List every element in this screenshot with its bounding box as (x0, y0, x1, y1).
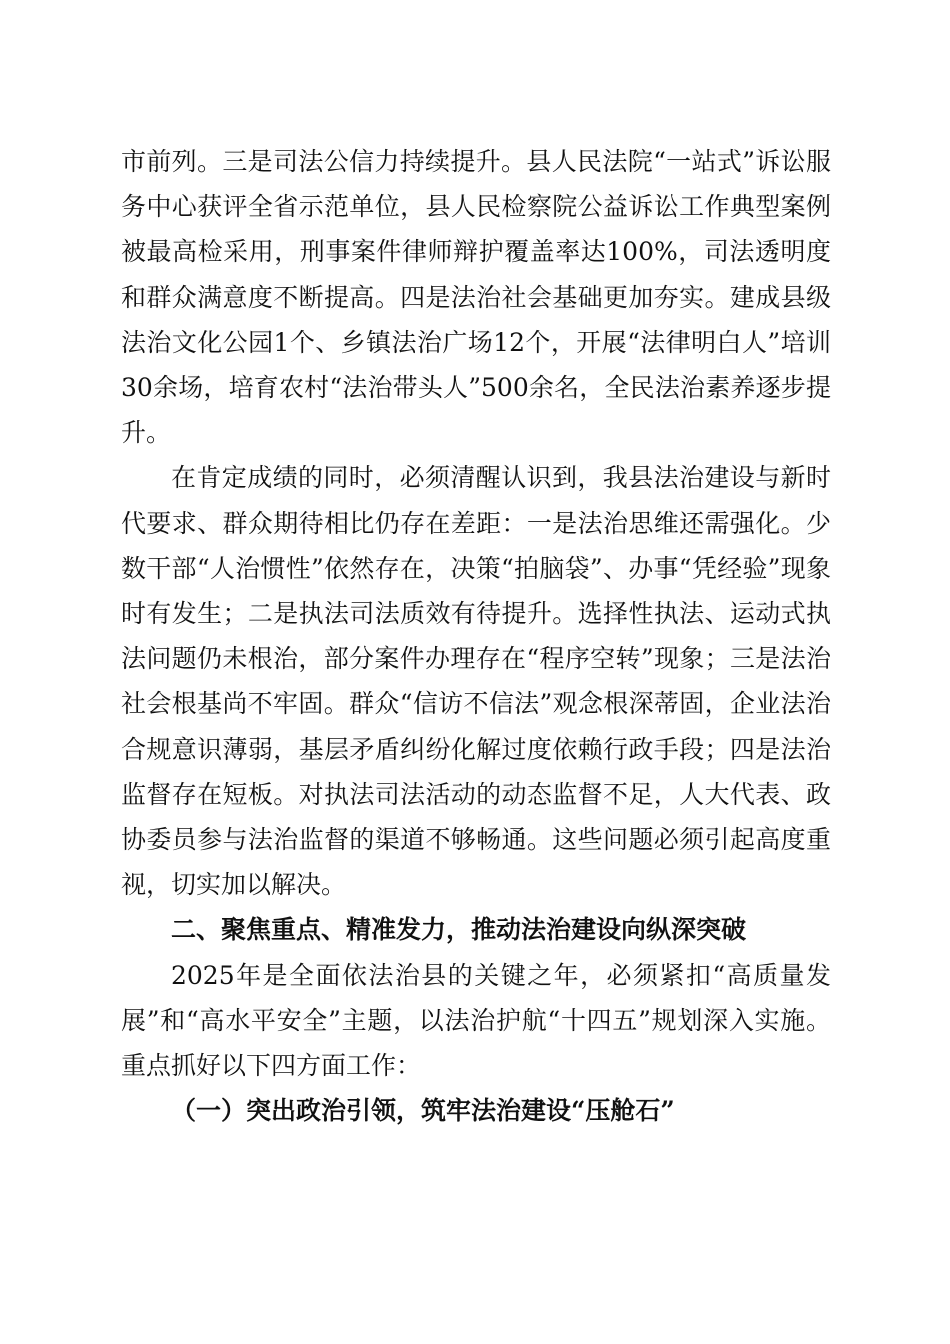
subsection-heading: （一）突出政治引领，筑牢法治建设“压舱石” (171, 1096, 675, 1126)
body-paragraph-continuation: 市前列。三是司法公信力持续提升。县人民法院“一站式”诉讼服务中心获评全省示范单位，县人民检察院公益诉讼工作典型案例被最高检采用，刑事案件律师辩护覆盖率达100%，司法透明度和群众满意度不断提高。四是法治社会基础更加夯实。建成县级法治文化公园1个、乡镇法治广场12个，开展“法律明白人”培训30余场，培育农村“法治带头人”500余名，全民法治素养逐步提升。 (121, 147, 831, 448)
section-intro-paragraph: 2025年是全面依法治县的关键之年，必须紧扣“高质量发展”和“高水平安全”主题，以法治护航“十四五”规划深入实施。重点抓好以下四方面工作： (121, 960, 831, 1081)
document-body (121, 139, 831, 1133)
body-paragraph-shortcomings: 在肯定成绩的同时，必须清醒认识到，我县法治建设与新时代要求、群众期待相比仍存在差距：一是法治思维还需强化。少数干部“人治惯性”依然存在，决策“拍脑袋”、办事“凭经验”现象时有发生；二是执法司法质效有待提升。选择性执法、运动式执法问题仍未根治，部分案件办理存在“程序空转”现象；三是法治社会根基尚不牢固。群众“信访不信法”观念根深蒂固，企业法治合规意识薄弱，基层矛盾纠纷化解过度依赖行政手段；四是法治监督存在短板。对执法司法活动的动态监督不足，人大代表、政协委员参与法治监督的渠道不够畅通。这些问题必须引起高度重视，切实加以解决。 (121, 463, 831, 900)
section-heading: 二、聚焦重点、精准发力，推动法治建设向纵深突破 (171, 915, 747, 945)
